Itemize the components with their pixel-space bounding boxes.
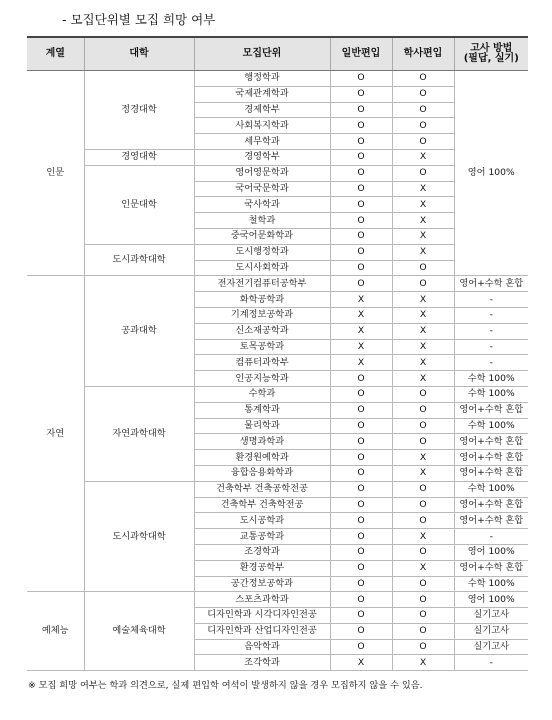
unit-cell: 도시행정학과: [194, 244, 330, 260]
general-cell: O: [330, 244, 392, 260]
general-cell: O: [330, 576, 392, 592]
footnote: ※ 모집 희망 여부는 학과 의견으로, 실제 편입학 여석이 발생하지 않을 경우 모집하지 않을 수 있음.: [28, 680, 423, 691]
general-cell: O: [330, 450, 392, 466]
unit-cell: 컴퓨터과학부: [194, 355, 330, 371]
bachelor-cell: O: [392, 86, 454, 102]
general-cell: X: [330, 307, 392, 323]
bachelor-cell: O: [392, 497, 454, 513]
table-row: [27, 481, 528, 497]
table-row: [27, 149, 528, 165]
unit-cell: 세무학과: [194, 134, 330, 150]
table-row: [27, 244, 528, 260]
unit-cell: 공간정보공학과: [194, 576, 330, 592]
unit-cell: 융합응용화학과: [194, 465, 330, 481]
general-cell: X: [330, 323, 392, 339]
general-cell: O: [330, 228, 392, 244]
method-cell: 영어 100%: [454, 544, 528, 560]
general-cell: O: [330, 386, 392, 402]
section-heading: - 모집단위별 모집 희망 여부: [62, 12, 216, 27]
general-cell: O: [330, 513, 392, 529]
method-cell: -: [454, 355, 528, 371]
bachelor-cell: X: [392, 228, 454, 244]
recruitment-table: [27, 36, 528, 671]
general-cell: X: [330, 655, 392, 671]
bachelor-cell: O: [392, 386, 454, 402]
method-cell: 영어+수학 혼합: [454, 497, 528, 513]
method-cell: 영어+수학 혼합: [454, 402, 528, 418]
bachelor-cell: O: [392, 260, 454, 276]
method-cell: 수학 100%: [454, 386, 528, 402]
bachelor-cell: X: [392, 307, 454, 323]
college-cell: 정경대학: [84, 71, 194, 150]
unit-cell: 기계정보공학과: [194, 307, 330, 323]
method-cell: -: [454, 339, 528, 355]
bachelor-cell: X: [392, 213, 454, 229]
method-cell: 영어 100%: [454, 71, 528, 276]
method-cell: 영어+수학 혼합: [454, 276, 528, 292]
unit-cell: 전자전기컴퓨터공학부: [194, 276, 330, 292]
unit-cell: 중국어문화학과: [194, 228, 330, 244]
unit-cell: 생명과학과: [194, 434, 330, 450]
unit-cell: 디자인학과 시각디자인전공: [194, 608, 330, 624]
general-cell: O: [330, 465, 392, 481]
unit-cell: 토목공학과: [194, 339, 330, 355]
unit-cell: 환경원예학과: [194, 450, 330, 466]
col-header-method: 고사 방법 (필답, 실기): [454, 37, 528, 71]
table-row: [27, 386, 528, 402]
bachelor-cell: O: [392, 639, 454, 655]
bachelor-cell: O: [392, 102, 454, 118]
unit-cell: 환경공학부: [194, 560, 330, 576]
bachelor-cell: O: [392, 513, 454, 529]
method-cell: 수학 100%: [454, 371, 528, 387]
method-cell: 수학 100%: [454, 418, 528, 434]
bachelor-cell: O: [392, 165, 454, 181]
bachelor-cell: X: [392, 655, 454, 671]
college-cell: 도시과학대학: [84, 244, 194, 276]
general-cell: O: [330, 371, 392, 387]
bachelor-cell: O: [392, 434, 454, 450]
unit-cell: 통계학과: [194, 402, 330, 418]
unit-cell: 국어국문학과: [194, 181, 330, 197]
general-cell: X: [330, 339, 392, 355]
unit-cell: 경영학부: [194, 149, 330, 165]
field-cell: 예체능: [27, 592, 84, 671]
bachelor-cell: X: [392, 149, 454, 165]
method-cell: -: [454, 655, 528, 671]
unit-cell: 교통공학과: [194, 529, 330, 545]
bachelor-cell: X: [392, 450, 454, 466]
bachelor-cell: X: [392, 355, 454, 371]
general-cell: O: [330, 181, 392, 197]
bachelor-cell: X: [392, 560, 454, 576]
general-cell: O: [330, 102, 392, 118]
unit-cell: 사회복지학과: [194, 118, 330, 134]
bachelor-cell: O: [392, 608, 454, 624]
col-header-college: 대학: [84, 37, 194, 71]
bachelor-cell: O: [392, 576, 454, 592]
general-cell: O: [330, 608, 392, 624]
unit-cell: 건축학부 건축공학전공: [194, 481, 330, 497]
unit-cell: 조각학과: [194, 655, 330, 671]
general-cell: O: [330, 86, 392, 102]
general-cell: O: [330, 481, 392, 497]
general-cell: O: [330, 497, 392, 513]
general-cell: O: [330, 560, 392, 576]
unit-cell: 조경학과: [194, 544, 330, 560]
method-cell: 영어+수학 혼합: [454, 434, 528, 450]
unit-cell: 인공지능학과: [194, 371, 330, 387]
method-cell: 영어+수학 혼합: [454, 465, 528, 481]
method-cell: -: [454, 307, 528, 323]
bachelor-cell: O: [392, 623, 454, 639]
bachelor-cell: X: [392, 197, 454, 213]
method-cell: 실기고사: [454, 639, 528, 655]
general-cell: O: [330, 544, 392, 560]
col-header-field: 계열: [27, 37, 84, 71]
bachelor-cell: X: [392, 244, 454, 260]
bachelor-cell: O: [392, 134, 454, 150]
unit-cell: 스포츠과학과: [194, 592, 330, 608]
method-cell: -: [454, 292, 528, 308]
method-cell: -: [454, 529, 528, 545]
bachelor-cell: X: [392, 371, 454, 387]
general-cell: O: [330, 118, 392, 134]
college-cell: 도시과학대학: [84, 481, 194, 592]
unit-cell: 신소재공학과: [194, 323, 330, 339]
college-cell: 경영대학: [84, 149, 194, 165]
bachelor-cell: X: [392, 323, 454, 339]
general-cell: O: [330, 529, 392, 545]
method-cell: 수학 100%: [454, 481, 528, 497]
unit-cell: 물리학과: [194, 418, 330, 434]
bachelor-cell: O: [392, 481, 454, 497]
general-cell: O: [330, 197, 392, 213]
bachelor-cell: O: [392, 118, 454, 134]
college-cell: 공과대학: [84, 276, 194, 387]
unit-cell: 철학과: [194, 213, 330, 229]
college-cell: 인문대학: [84, 165, 194, 244]
col-header-general: 일반편입: [330, 37, 392, 71]
general-cell: O: [330, 71, 392, 87]
col-header-unit: 모집단위: [194, 37, 330, 71]
general-cell: O: [330, 623, 392, 639]
general-cell: O: [330, 592, 392, 608]
unit-cell: 영어영문학과: [194, 165, 330, 181]
field-cell: 자연: [27, 276, 84, 592]
general-cell: O: [330, 639, 392, 655]
table-row: [27, 276, 528, 292]
unit-cell: 경제학부: [194, 102, 330, 118]
unit-cell: 디자인학과 산업디자인전공: [194, 623, 330, 639]
general-cell: O: [330, 213, 392, 229]
general-cell: O: [330, 134, 392, 150]
table-row: [27, 592, 528, 608]
col-header-bachelor: 학사편입: [392, 37, 454, 71]
field-cell: 인문: [27, 71, 84, 276]
method-cell: 수학 100%: [454, 576, 528, 592]
table-header-row: [27, 37, 528, 71]
unit-cell: 국사학과: [194, 197, 330, 213]
table-body: [27, 71, 528, 671]
bachelor-cell: X: [392, 292, 454, 308]
general-cell: O: [330, 260, 392, 276]
bachelor-cell: O: [392, 276, 454, 292]
unit-cell: 행정학과: [194, 71, 330, 87]
unit-cell: 수학과: [194, 386, 330, 402]
general-cell: O: [330, 276, 392, 292]
general-cell: O: [330, 418, 392, 434]
table-row: [27, 165, 528, 181]
method-cell: 영어+수학 혼합: [454, 450, 528, 466]
method-cell: 영어 100%: [454, 592, 528, 608]
general-cell: O: [330, 402, 392, 418]
bachelor-cell: X: [392, 465, 454, 481]
general-cell: X: [330, 292, 392, 308]
method-cell: -: [454, 323, 528, 339]
method-cell: 실기고사: [454, 608, 528, 624]
unit-cell: 건축학부 건축학전공: [194, 497, 330, 513]
unit-cell: 화학공학과: [194, 292, 330, 308]
unit-cell: 음악학과: [194, 639, 330, 655]
general-cell: O: [330, 149, 392, 165]
method-cell: 영어+수학 혼합: [454, 560, 528, 576]
bachelor-cell: O: [392, 402, 454, 418]
bachelor-cell: O: [392, 592, 454, 608]
college-cell: 예술체육대학: [84, 592, 194, 671]
general-cell: O: [330, 165, 392, 181]
unit-cell: 도시사회학과: [194, 260, 330, 276]
college-cell: 자연과학대학: [84, 386, 194, 481]
bachelor-cell: O: [392, 71, 454, 87]
bachelor-cell: X: [392, 339, 454, 355]
bachelor-cell: O: [392, 544, 454, 560]
method-cell: 영어+수학 혼합: [454, 513, 528, 529]
table-row: [27, 71, 528, 87]
general-cell: O: [330, 434, 392, 450]
unit-cell: 도시공학과: [194, 513, 330, 529]
bachelor-cell: O: [392, 418, 454, 434]
general-cell: X: [330, 355, 392, 371]
bachelor-cell: X: [392, 529, 454, 545]
unit-cell: 국제관계학과: [194, 86, 330, 102]
method-cell: 실기고사: [454, 623, 528, 639]
bachelor-cell: X: [392, 181, 454, 197]
